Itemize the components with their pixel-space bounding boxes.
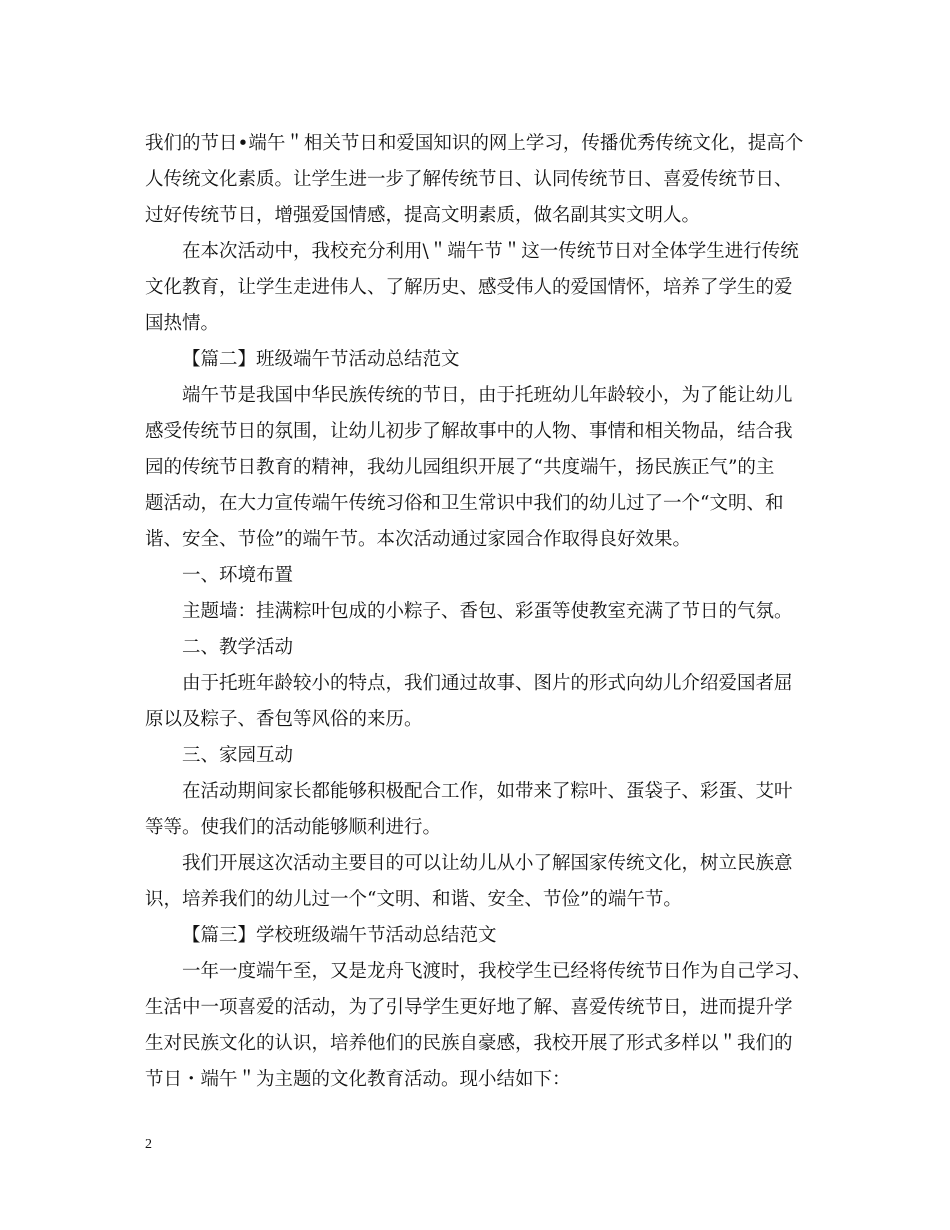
text-line: 题活动，在大力宣传端午传统习俗和卫生常识中我们的幼儿过了一个“文明、和 (145, 493, 784, 514)
text-line: 园的传统节日教育的精神，我幼儿园组织开展了“共度端午，扬民族正气”的主 (145, 457, 775, 478)
text-line: 一年一度端午至，又是龙舟飞渡时，我校学生已经将传统节日作为自己学习、 (182, 961, 812, 982)
document-body (145, 126, 810, 1098)
text-line: 原以及粽子、香包等风俗的来历。 (145, 709, 423, 730)
text-line: 生对民族文化的认识，培养他们的民族自豪感，我校开展了形式多样以＂我们的 (145, 1033, 793, 1054)
text-line: 三、家园互动 (182, 745, 294, 766)
text-line: 我们的节日•端午＂相关节日和爱国知识的网上学习，传播优秀传统文化，提高个 (145, 133, 804, 154)
text-line: 【篇三】学校班级端午节活动总结范文 (182, 925, 497, 946)
text-line: 感受传统节日的氛围，让幼儿初步了解故事中的人物、事情和相关物品，结合我 (145, 421, 793, 442)
text-line: 一、环境布置 (182, 565, 294, 586)
text-line: 过好传统节日，增强爱国情感，提高文明素质，做名副其实文明人。 (145, 205, 701, 226)
text-line: 节日・端午＂为主题的文化教育活动。现小结如下： (145, 1069, 571, 1090)
text-line: 我们开展这次活动主要目的可以让幼儿从小了解国家传统文化，树立民族意 (182, 853, 793, 874)
text-line: 【篇二】班级端午节活动总结范文 (182, 349, 460, 370)
text-line: 识，培养我们的幼儿过一个“文明、和谐、安全、节俭”的端午节。 (145, 889, 682, 910)
text-line: 在本次活动中，我校充分利用\＂端午节＂这一传统节日对全体学生进行传统 (182, 241, 799, 262)
text-line: 在活动期间家长都能够积极配合工作，如带来了粽叶、蛋袋子、彩蛋、艾叶 (182, 781, 793, 802)
text-line: 等等。使我们的活动能够顺利进行。 (145, 817, 442, 838)
text-line: 二、教学活动 (182, 637, 294, 658)
text-line: 文化教育，让学生走进伟人、了解历史、感受伟人的爱国情怀，培养了学生的爱 (145, 277, 793, 298)
text-line: 谐、安全、节俭”的端午节。本次活动通过家园合作取得良好效果。 (145, 529, 691, 550)
page-number: 2 (145, 1137, 152, 1152)
text-line: 主题墙：挂满粽叶包成的小粽子、香包、彩蛋等使教室充满了节日的气氛。 (182, 601, 793, 622)
text-line: 人传统文化素质。让学生进一步了解传统节日、认同传统节日、喜爱传统节日、 (145, 169, 793, 190)
text-line: 国热情。 (145, 313, 220, 334)
text-line: 由于托班年龄较小的特点，我们通过故事、图片的形式向幼儿介绍爱国者屈 (182, 673, 793, 694)
text-line: 生活中一项喜爱的活动，为了引导学生更好地了解、喜爱传统节日，进而提升学 (145, 997, 793, 1018)
text-line: 端午节是我国中华民族传统的节日，由于托班幼儿年龄较小，为了能让幼儿 (182, 385, 793, 406)
